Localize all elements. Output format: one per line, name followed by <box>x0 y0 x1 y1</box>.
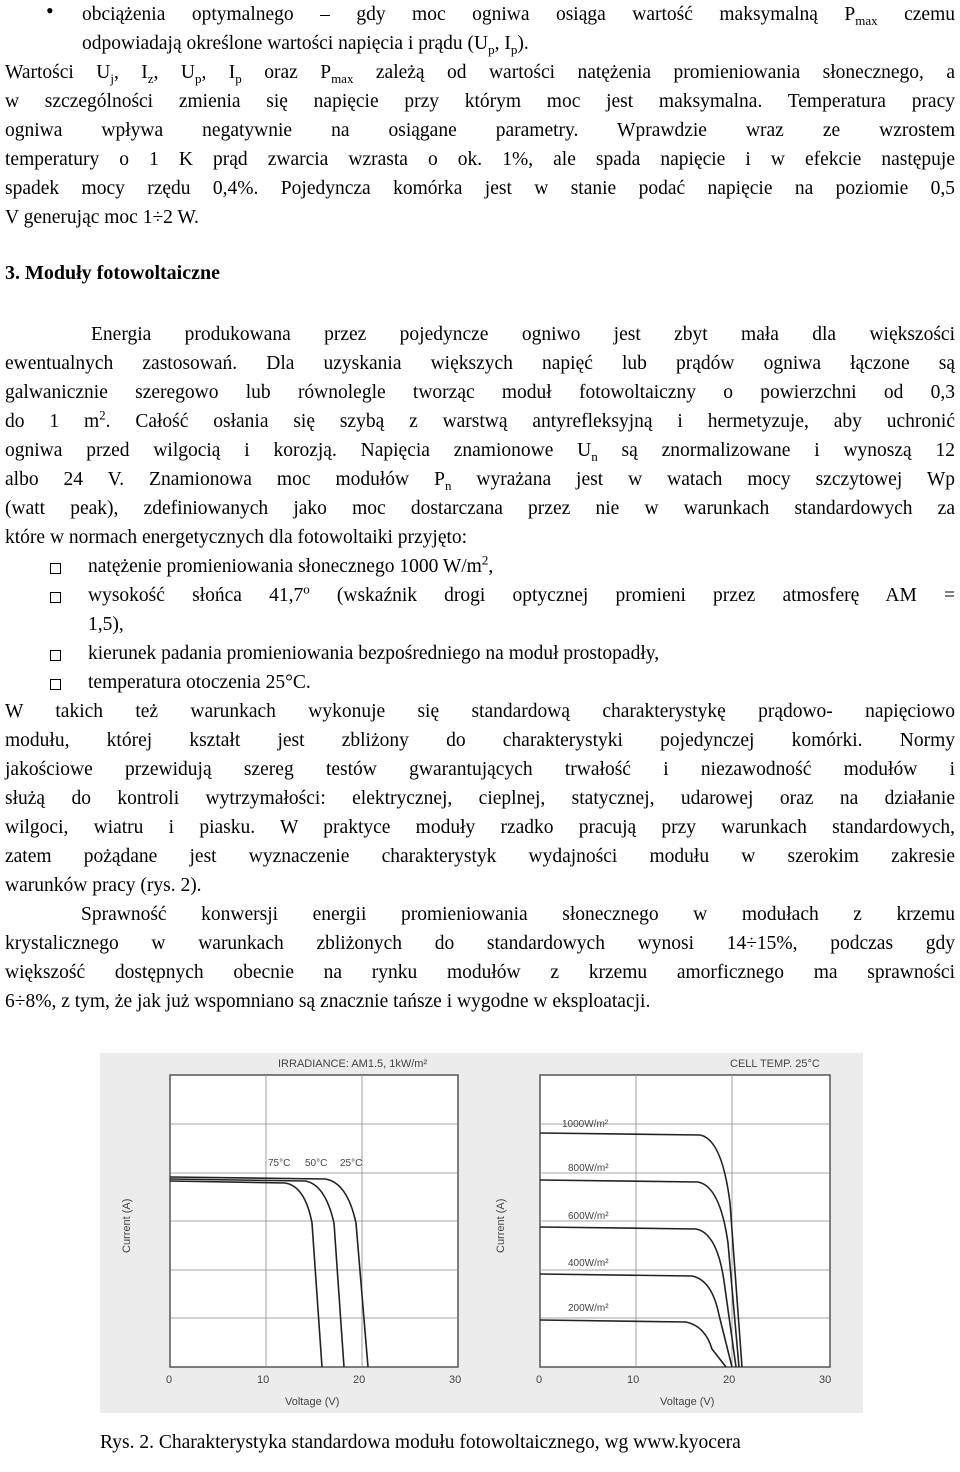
bullet-optimal-load: obciążenia optymalnego – gdy moc ogniwa osiąga wartość maksymalną $P_{max}$ czemu odpowiadają określone wartości napięcia i prądu ($U_p$, $I_p$). <box>82 4 955 57</box>
series-label-25c: 25°C <box>340 1158 363 1169</box>
x-tick-label: 10 <box>627 1374 640 1386</box>
condition-irradiance: natężenie promieniowania słonecznego 1000 $W/m^2$, <box>88 552 494 577</box>
condition-temperature: temperatura otoczenia 25°C. <box>88 672 311 693</box>
plot-title: IRRADIANCE: AM1.5, 1kW/m² <box>278 1058 428 1070</box>
x-tick-label: 20 <box>723 1374 736 1386</box>
iv-characteristics-figure <box>100 1053 863 1413</box>
x-axis-label: Voltage (V) <box>285 1396 340 1408</box>
bullet-dot: • <box>46 0 54 23</box>
paragraph-parameters: Wartości $U_j$, $I_z$, $U_p$, $I_p$ oraz $P_{max}$ zależą od wartości natężenia promieniowania słonecznego, a w szczególności zmienia się napięcie przy którym moc jest maksymalna. Temperatura pracy ogniwa wpływa negatywnie na osiągane parametry. Wprawdzie wraz ze wzrostem temperatury o 1 K prąd zwarcia wzrasta o ok. 1%, ale spada napięcie i w efekcie następuje spadek mocy rzędu 0,4%. Pojedyncza komórka jest w stanie podać napięcie na poziomie 0,5 V generując moc 1÷2 W. <box>5 62 955 228</box>
series-label-1000: 1000W/m² <box>562 1119 609 1130</box>
checkbox-bullet-icon <box>50 650 61 661</box>
checkbox-bullet-icon <box>50 563 61 574</box>
plot-irradiance <box>495 1058 831 1408</box>
series-label-200: 200W/m² <box>568 1303 609 1314</box>
condition-sun-height: wysokość słońca 41,7$^o$ (wskaźnik drogi optycznej promieni przez atmosferę AM = 1,5), <box>88 581 955 635</box>
x-tick-label: 0 <box>166 1374 173 1386</box>
y-axis-label: Current (A) <box>121 1198 133 1253</box>
condition-direction: kierunek padania promieniowania bezpośredniego na moduł prostopadły, <box>88 643 660 664</box>
x-tick-label: 20 <box>353 1374 366 1386</box>
paragraph-standards: W takich też warunkach wykonuje się standardową charakterystykę prądowo- napięciowo modułu, której kształt jest zbliżony do charakterystyki pojedynczej komórki. Normy jakościowe przewidują szereg testów gwarantujących trwałość i niezawodność modułów i służą do kontroli wytrzymałości: elektrycznej, cieplnej, statycznej, udarowej oraz na działanie wilgoci, wiatru i piasku. W praktyce moduły rzadko pracują przy warunkach standardowych, zatem pożądane jest wyznaczenie charakterystyk wydajności modułu w szerokim zakresie warunków pracy (rys. 2). <box>5 701 955 896</box>
series-label-800: 800W/m² <box>568 1163 609 1174</box>
series-label-400: 400W/m² <box>568 1258 609 1269</box>
x-tick-label: 0 <box>536 1374 543 1386</box>
x-tick-label: 30 <box>449 1374 462 1386</box>
x-axis-label: Voltage (V) <box>660 1396 715 1408</box>
checkbox-bullet-icon <box>50 592 61 603</box>
paragraph-efficiency: Sprawność konwersji energii promieniowania słonecznego w modułach z krzemu krystalicznego w warunkach zbliżonych do standardowych wynosi 14÷15%, podczas gdy większość dostępnych obecnie na rynku modułów z krzemu amorficznego ma sprawności 6÷8%, z tym, że jak już wspomniano są znacznie tańsze i wygodne w eksploatacji. <box>5 904 955 1012</box>
paragraph-modules: Energia produkowana przez pojedyncze ogniwo jest zbyt mała dla większości ewentualnych zastosowań. Dla uzyskania większych napięć lub prądów ogniwa łączone są galwanicznie szeregowo lub równolegle tworząc moduł fotowoltaiczny o powierzchni od 0,3 do 1 $m^2$. Całość osłania się szybą z warstwą antyrefleksyjną i hermetyzuje, aby uchronić ogniwa przed wilgocią i korozją. Napięcia znamionowe $U_n$ są znormalizowane i wynoszą 12 albo 24 V. Znamionowa moc modułów $P_n$ wyrażana jest w watach mocy szczytowej Wp (watt peak), zdefiniowanych jako moc dostarczana przez nie w warunkach standardowych za które w normach energetycznych dla fotowoltaiki przyjęto: <box>5 324 956 548</box>
iv-characteristics-svg <box>100 1053 863 1413</box>
y-axis-label: Current (A) <box>495 1198 507 1253</box>
x-tick-label: 10 <box>257 1374 270 1386</box>
series-label-50c: 50°C <box>305 1158 328 1169</box>
series-label-600: 600W/m² <box>568 1211 609 1222</box>
x-tick-label: 30 <box>819 1374 832 1386</box>
series-label-75c: 75°C <box>268 1158 291 1169</box>
plot-title: CELL TEMP. 25°C <box>730 1058 820 1070</box>
checkbox-bullet-icon <box>50 679 61 690</box>
section-title: 3. Moduły fotowoltaiczne <box>5 262 220 284</box>
plot-temperature <box>121 1058 461 1408</box>
figure-caption: Rys. 2. Charakterystyka standardowa modułu fotowoltaicznego, wg www.kyocera <box>100 1432 741 1453</box>
